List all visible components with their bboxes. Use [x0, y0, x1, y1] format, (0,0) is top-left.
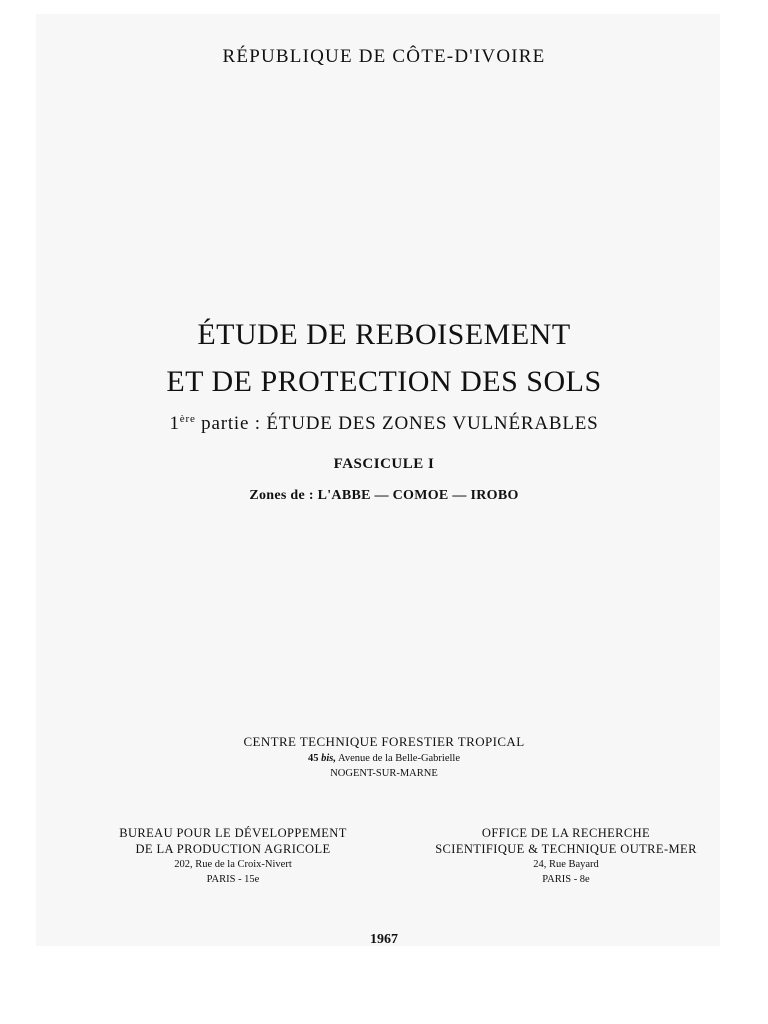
left-org-line-1: BUREAU POUR LE DÉVELOPPEMENT — [119, 826, 347, 840]
left-org-city: PARIS - 15e — [206, 874, 260, 885]
title-line-2: ET DE PROTECTION DES SOLS — [166, 365, 602, 398]
center-org-city: NOGENT-SUR-MARNE — [330, 768, 438, 779]
center-org-address-number: 45 — [307, 753, 322, 764]
center-org-name: CENTRE TECHNIQUE FORESTIER TROPICAL — [243, 734, 525, 749]
publication-year: 1967 — [370, 932, 398, 947]
right-org-line-1: OFFICE DE LA RECHERCHE — [481, 826, 651, 840]
center-org-address — [0, 753, 768, 764]
left-org-line-2: DE LA PRODUCTION AGRICOLE — [135, 842, 331, 856]
part-subtitle — [0, 413, 768, 435]
left-org-block — [98, 825, 368, 887]
part-number: 1 — [169, 413, 180, 434]
right-org-address: 24, Rue Bayard — [533, 859, 599, 870]
left-org-address: 202, Rue de la Croix-Nivert — [174, 859, 292, 870]
right-org-line-2: SCIENTIFIQUE & TECHNIQUE OUTRE-MER — [435, 842, 697, 856]
part-subtitle-text: partie : ÉTUDE DES ZONES VULNÉRABLES — [195, 413, 599, 434]
right-org-block — [418, 825, 714, 887]
document-page — [36, 14, 720, 946]
zones-label: Zones de : L'ABBE — COMOE — IROBO — [249, 488, 519, 503]
center-org-address-street: Avenue de la Belle-Gabrielle — [336, 753, 461, 764]
country-heading: RÉPUBLIQUE DE CÔTE-D'IVOIRE — [222, 46, 546, 67]
fascicule-label: FASCICULE I — [333, 456, 435, 472]
center-org-address-bis: bis, — [321, 753, 336, 764]
title-line-1: ÉTUDE DE REBOISEMENT — [197, 318, 571, 351]
right-org-city: PARIS - 8e — [542, 874, 590, 885]
part-number-suffix: ère — [179, 413, 196, 425]
